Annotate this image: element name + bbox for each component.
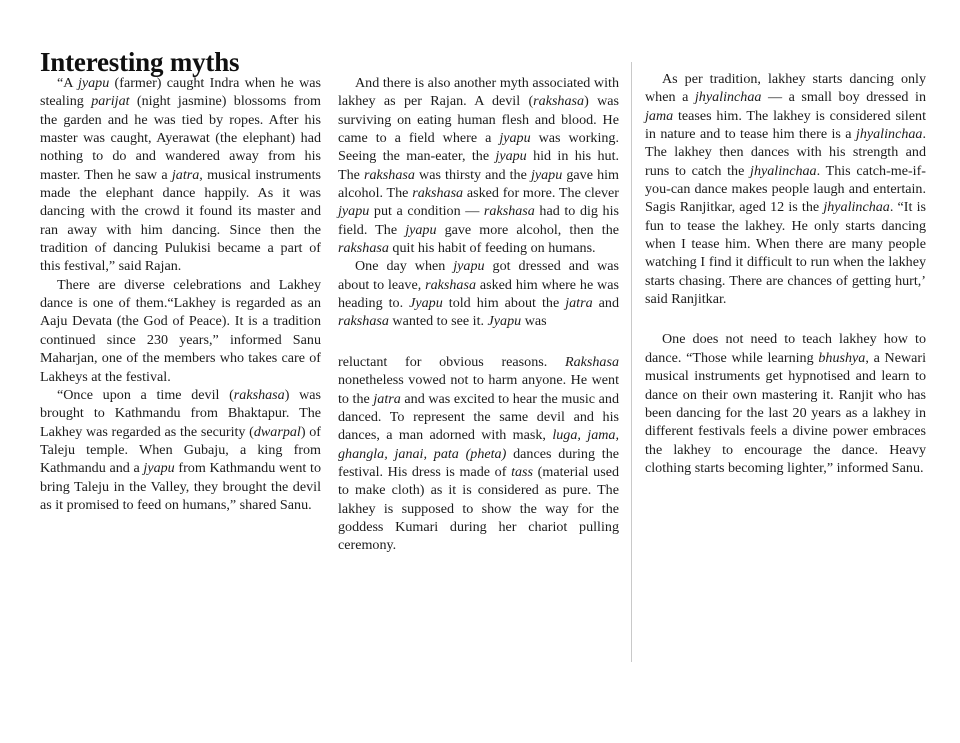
emphasis-term: jatra xyxy=(565,295,593,312)
emphasis-term: jama xyxy=(645,107,674,124)
emphasis-term: jyapu xyxy=(338,203,370,220)
body-text: and xyxy=(592,295,619,312)
body-text: (night jasmine) blossoms from the garden and he was tied by ropes. After his master was caught, Ayerawat (the elephant) had nothing to do and wandered away from his master. Then he saw a xyxy=(40,93,321,183)
body-text: put a condition — xyxy=(369,203,484,220)
body-text: was thirsty and the xyxy=(414,166,531,183)
emphasis-term: jhyalinchaa xyxy=(750,162,817,179)
emphasis-term: bhushya xyxy=(818,349,866,366)
body-text: And there is also another myth associated with lakhey as per Rajan. A devil ( xyxy=(338,75,619,110)
body-text: and was excited to hear the music and danced. To represent the same devil and his dances, a man adorned with mask, xyxy=(338,390,620,444)
body-text: One day when xyxy=(355,258,454,275)
emphasis-term: tass xyxy=(511,463,534,480)
emphasis-term: rakshasa xyxy=(533,93,585,110)
body-text: gave him alcohol. The xyxy=(338,166,620,202)
body-text: “Once upon a time devil ( xyxy=(57,386,234,403)
emphasis-term: jyapu xyxy=(499,130,531,147)
article-paragraph xyxy=(40,386,321,514)
body-text: As per tradition, lakhey starts dancing only when a xyxy=(645,71,926,106)
body-text: (material used to make cloth) as it is considered as pure. The lakhey is supposed to show the way for the goddess Kumari during her chariot pulling ceremony. xyxy=(338,463,619,554)
body-text: had to dig his field. The xyxy=(338,203,619,238)
emphasis-term: dwarpal xyxy=(253,423,301,440)
body-text: was working. Seeing the man-eater, the xyxy=(338,130,619,165)
column-divider-rule xyxy=(631,62,632,662)
body-text: , a Newari musical instruments get hypnotised and learn to dance on their own mastering it. Ranjit who has been dancing for the last 20 years as a lakhey in different festivals feels a divine power embraces the lakhey to encourage the dance. Heavy clothing starts becoming lighter,” informed Sanu. xyxy=(645,349,926,476)
emphasis-term: Jyapu xyxy=(487,313,522,330)
emphasis-term: jatra xyxy=(373,390,401,407)
emphasis-term: rakshasa xyxy=(412,185,464,202)
body-text: from Kathmandu went to bring Taleju in the Valley, they brought the devil as it promised to feed on humans,” shared Sanu. xyxy=(40,460,321,513)
paragraph-gap xyxy=(338,331,619,353)
emphasis-term: jyapu xyxy=(453,258,485,275)
emphasis-term: jhyalinchaa xyxy=(694,89,762,106)
article-paragraph xyxy=(338,74,619,257)
emphasis-term: jhyalinchaa xyxy=(855,126,923,143)
article-column-3 xyxy=(645,70,926,477)
body-text: gave more alcohol, then the xyxy=(436,221,619,238)
emphasis-term: jyapu xyxy=(77,75,110,91)
body-text: reluctant for obvious reasons. xyxy=(338,353,565,370)
body-text: was xyxy=(521,313,547,330)
body-text: — a small boy dressed in xyxy=(761,89,926,106)
body-text: . “It is fun to tease the lakhey. He only starts dancing when I tease him. When there are many people watching I find it difficult to run when the lakhey starts chasing. There are chances of getting hurt,’ said Ranjitkar. xyxy=(645,199,926,308)
emphasis-term: rakshasa xyxy=(338,240,389,257)
body-text: quit his habit of feeding on humans. xyxy=(388,240,596,257)
emphasis-term: parijat xyxy=(91,93,130,110)
emphasis-term: rakshasa xyxy=(364,166,415,183)
paragraph-gap xyxy=(645,308,926,330)
emphasis-term: rakshasa xyxy=(425,276,477,293)
body-text: One does not need to teach lakhey how to dance. “Those while learning xyxy=(645,331,926,366)
emphasis-term: jhyalinchaa xyxy=(823,199,890,216)
body-text: nonetheless vowed not to harm anyone. He went to the xyxy=(338,372,619,407)
body-text: ) of Taleju temple. When Gubaju, a king from Kathmandu and a xyxy=(40,423,321,477)
article-paragraph xyxy=(40,276,321,386)
emphasis-term: luga, jama, ghangla, janai, pata (pheta) xyxy=(338,427,619,462)
emphasis-term: rakshasa xyxy=(233,386,285,403)
body-text: teases him. The lakhey is considered silent in nature and to tease him there is a xyxy=(645,107,926,143)
emphasis-term: jyapu xyxy=(530,166,563,183)
body-text: , musical instruments made the elephant dance happily. As it was dancing with the crowd it found its master and ran away with him dancing. Since then the tradition of dancing Pulukisi became a part of this festival,” said Rajan. xyxy=(40,166,321,275)
body-text: There are diverse celebrations and Lakhey dance is one of them.“Lakhey is regarded as an Aaju Devata (the God of Peace). It is a tradition continued since 230 years,” informed Sanu Maharjan, one of the members who takes care of Lakheys at the festival. xyxy=(40,276,321,385)
emphasis-term: rakshasa xyxy=(338,313,389,330)
body-text: told him about the xyxy=(442,295,566,312)
body-text: asked for more. The clever xyxy=(463,185,620,202)
page-title: Interesting myths xyxy=(40,47,240,78)
body-text: . The lakhey then dances with his strength and runs to catch the xyxy=(645,126,926,179)
emphasis-term: Jyapu xyxy=(409,295,443,312)
body-text: . This catch-me-if-you-can dance makes people laugh and entertain. Sagis Ranjitkar, aged 12 is the xyxy=(645,162,926,216)
emphasis-term: jyapu xyxy=(405,221,437,238)
article-paragraph xyxy=(338,353,619,555)
body-text: asked him where he was heading to. xyxy=(338,276,619,312)
article-paragraph xyxy=(645,330,926,477)
article-column-1 xyxy=(40,74,321,514)
emphasis-term: jyapu xyxy=(495,148,527,165)
article-paragraph xyxy=(40,74,321,276)
body-text: hid in his hut. The xyxy=(338,148,620,183)
emphasis-term: Rakshasa xyxy=(564,353,619,370)
emphasis-term: jatra xyxy=(171,166,200,183)
article-column-2 xyxy=(338,74,619,555)
body-text: dances during the festival. His dress is made of xyxy=(338,445,620,480)
body-text: ) was brought to Kathmandu from Bhaktapur. The Lakhey was regarded as the security ( xyxy=(40,386,321,440)
body-text: wanted to see it. xyxy=(388,313,488,330)
body-text: “A xyxy=(57,75,78,91)
body-text: got dressed and was about to leave, xyxy=(338,258,619,293)
article-paragraph xyxy=(645,70,926,308)
emphasis-term: jyapu xyxy=(143,460,175,477)
emphasis-term: rakshasa xyxy=(483,203,535,220)
body-text: ) was surviving on eating human flesh and blood. He came to a field where a xyxy=(338,93,619,147)
body-text: (farmer) caught Indra when he was stealing xyxy=(40,75,321,110)
article-paragraph xyxy=(338,257,619,330)
